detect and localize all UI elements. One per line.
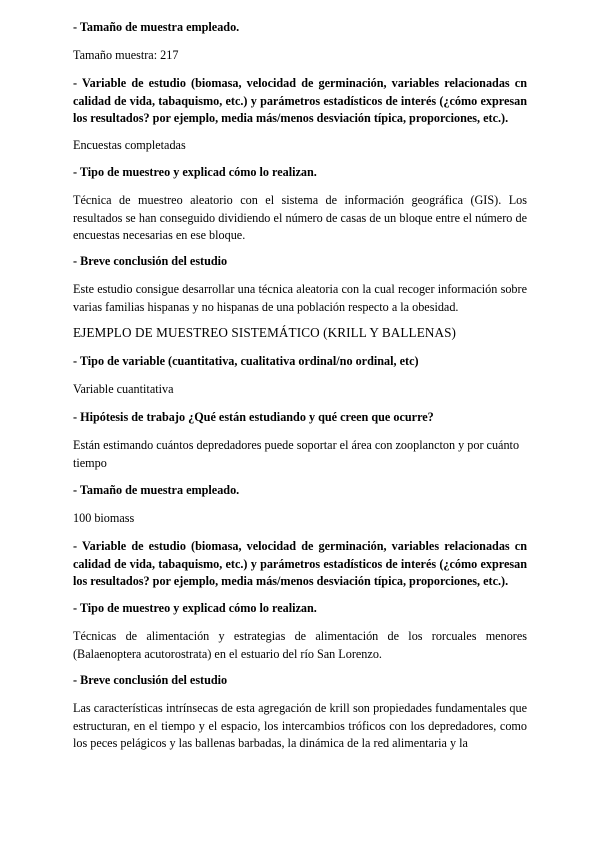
heading-sampling-type: - Tipo de muestreo y explicad cómo lo realizan. — [73, 601, 317, 615]
heading-conclusion: - Breve conclusión del estudio — [73, 254, 228, 268]
heading-hypothesis: - Hipótesis de trabajo ¿Qué están estudiando y qué creen que ocurre? — [73, 410, 434, 424]
heading-sample-size: - Tamaño de muestra empleado. — [73, 20, 240, 34]
heading-study-variable: - Variable de estudio (biomasa, velocidad de germinación, variables relacionadas cn calidad de vida, tabaquismo, etc.) y parámetros estadísticos de interés (¿cómo expresan los resultados? por ejemplo, media más/menos desviación típica, proporciones, etc.). — [73, 539, 527, 588]
heading-sampling-type: - Tipo de muestreo y explicad cómo lo realizan. — [73, 165, 317, 179]
section-title: EJEMPLO DE MUESTREO SISTEMÁTICO (KRILL Y BALLENAS) — [73, 325, 457, 340]
heading-variable-type: - Tipo de variable (cuantitativa, cualitativa ordinal/no ordinal, etc) — [73, 354, 419, 368]
study-variable-text: Encuestas completadas — [73, 138, 186, 152]
heading-sample-size: - Tamaño de muestra empleado. — [73, 483, 240, 497]
hypothesis-text: Están estimando cuántos depredadores puede soportar el área con zooplancton y por cuánto tiempo — [73, 438, 520, 470]
conclusion-text: Las características intrínsecas de esta agregación de krill son propiedades fundamentales que estructuran, en el tiempo y el espacio, los intercambios tróficos con los depredadores, como los peces pelágicos y las ballenas barbadas, la dinámica de la red alimentaria y la — [73, 701, 527, 750]
conclusion-text: Este estudio consigue desarrollar una técnica aleatoria con la cual recoger información sobre varias familias hispanas y no hispanas de una población respecto a la obesidad. — [73, 282, 527, 314]
sampling-type-text: Técnicas de alimentación y estrategias de alimentación de los rorcuales menores (Balaenoptera acutorostrata) en el estuario del río San Lorenzo. — [73, 629, 527, 661]
heading-conclusion: - Breve conclusión del estudio — [73, 673, 228, 687]
heading-study-variable: - Variable de estudio (biomasa, velocidad de germinación, variables relacionadas cn calidad de vida, tabaquismo, etc.) y parámetros estadísticos de interés (¿cómo expresan los resultados? por ejemplo, media más/menos desviación típica, proporciones, etc.). — [73, 76, 527, 125]
sampling-type-text: Técnica de muestreo aleatorio con el sistema de información geográfica (GIS). Los resultados se han conseguido dividiendo el número de casas de un bloque entre el número de encuestas necesarias en ese bloque. — [73, 193, 527, 242]
sample-size-text: 100 biomass — [73, 511, 135, 525]
sample-size-text: Tamaño muestra: 217 — [73, 48, 179, 62]
variable-type-text: Variable cuantitativa — [73, 382, 174, 396]
